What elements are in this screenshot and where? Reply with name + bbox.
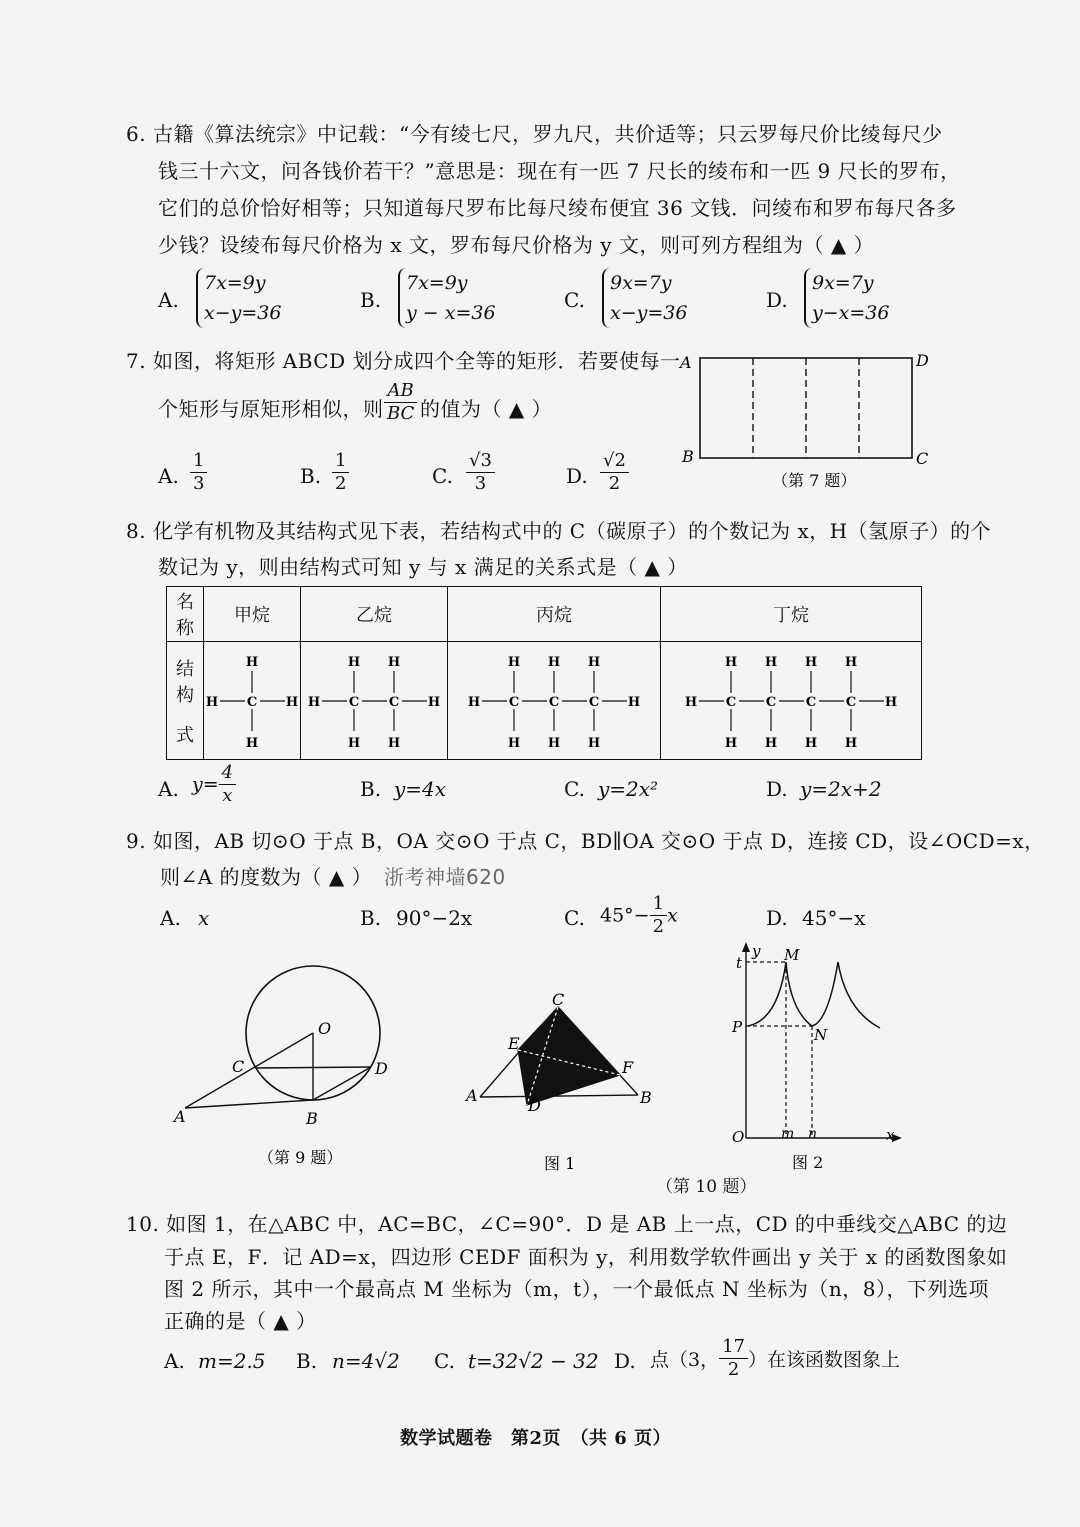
q10-fig1-caption: 图 1 xyxy=(544,1154,576,1173)
carbon-atom: C xyxy=(845,695,857,710)
hydrogen-atom: H xyxy=(804,655,818,670)
q9-circle-figure xyxy=(160,950,420,1170)
q7-c-den: 3 xyxy=(474,473,487,494)
q7-caption: （第 7 题） xyxy=(772,471,857,490)
q10-line-4: 正确的是（ ▲ ） xyxy=(164,1309,317,1333)
q6-option-d-label: D. xyxy=(766,288,788,312)
q10-option-a: m=2.5 xyxy=(198,1349,266,1373)
q7-ratio xyxy=(384,380,417,425)
q6-line-2: 钱三十六文，问各钱价若干？”意思是：现在有一匹 7 尺长的绫布和一匹 9 尺长的罗布， xyxy=(158,159,961,183)
q8-line-1: 8. 化学有机物及其结构式见下表，若结构式中的 C（碳原子）的个数记为 x，H（氢原子）的个 xyxy=(126,519,992,543)
q10-fig1-triangle xyxy=(460,985,660,1175)
hydrogen-atom: H xyxy=(347,655,361,670)
q6-line-1: 6. 古籍《算法统宗》中记载：“今有绫七尺，罗九尺，共价适等；只云罗每尺价比绫每尺少 xyxy=(126,122,943,146)
q10-option-b-label: B. xyxy=(296,1349,318,1373)
carbon-atom: C xyxy=(348,695,360,710)
q7-option-d-label: D. xyxy=(566,464,588,488)
q9-line-2: 则∠A 的度数为（ ▲ ） xyxy=(160,865,373,889)
q9-option-c xyxy=(600,893,678,938)
carbon-atom: C xyxy=(246,695,258,710)
q9-c-pre: 45°− xyxy=(600,904,650,927)
q7-a-num: 1 xyxy=(190,450,207,473)
carbon-atom: C xyxy=(388,695,400,710)
q7-line-2a: 个矩形与原矩形相似，则 xyxy=(158,397,384,421)
hydrogen-atom: H xyxy=(387,655,401,670)
q7-label-a: A xyxy=(680,353,692,372)
q7-option-c-label: C. xyxy=(432,464,453,488)
q9-c-num: 1 xyxy=(650,893,667,916)
carbon-atom: C xyxy=(765,695,777,710)
hydrogen-atom: H xyxy=(467,695,481,710)
q7-line-2b: 的值为（ ▲ ） xyxy=(420,397,553,421)
q10-fig2-label-p: P xyxy=(732,1018,743,1036)
q10-fig2-label-o: O xyxy=(732,1128,745,1146)
q8-option-b-label: B. xyxy=(360,777,382,801)
q9-line-1: 9. 如图，AB 切⊙O 于点 B，OA 交⊙O 于点 C，BD∥OA 交⊙O 于点 D，连接 CD，设∠OCD=x， xyxy=(126,829,1045,853)
carbon-atom: C xyxy=(725,695,737,710)
structure-butane xyxy=(662,643,920,753)
q6-option-b xyxy=(398,268,496,328)
hydrogen-atom: H xyxy=(347,736,361,751)
hydrogen-atom: H xyxy=(387,736,401,751)
hydrogen-atom: H xyxy=(804,736,818,751)
table-header-structure-a: 结构 xyxy=(176,658,194,706)
q8-option-b: y=4x xyxy=(394,777,447,801)
q6-option-a-label: A. xyxy=(158,288,179,312)
q9-c-post: x xyxy=(667,904,678,927)
q7-b-den: 2 xyxy=(335,473,347,494)
q10-option-b: n=4√2 xyxy=(332,1349,400,1373)
q10-fig1-label-f: F xyxy=(622,1058,634,1077)
hydrogen-atom: H xyxy=(547,736,561,751)
structure-methane xyxy=(205,643,299,753)
q10-fig2-label-n: n xyxy=(808,1126,818,1142)
q7-label-b: B xyxy=(682,447,694,466)
q7-line-1: 7. 如图，将矩形 ABCD 划分成四个全等的矩形．若要使每一 xyxy=(126,349,681,373)
q6-option-d xyxy=(804,268,889,328)
q10-line-2: 于点 E，F．记 AD=x，四边形 CEDF 面积为 y，利用数学软件画出 y 关于 x 的函数图象如 xyxy=(164,1245,1008,1269)
q8-option-a xyxy=(192,762,236,807)
q9-option-b-label: B. xyxy=(360,906,382,930)
q6-a-eq2: x−y=36 xyxy=(204,302,282,324)
carbon-atom: C xyxy=(588,695,600,710)
hydrogen-atom: H xyxy=(507,736,521,751)
q6-c-eq2: x−y=36 xyxy=(610,302,688,324)
hydrogen-atom: H xyxy=(547,655,561,670)
q10-d-post: ）在该函数图象上 xyxy=(748,1349,901,1371)
q10-fig2-label-x: x xyxy=(886,1126,895,1144)
q10-fig2-label-n-point: N xyxy=(814,1026,828,1044)
name-methane: 甲烷 xyxy=(204,587,301,642)
name-ethane: 乙烷 xyxy=(301,587,448,642)
q7-option-b xyxy=(332,450,349,495)
carbon-atom: C xyxy=(508,695,520,710)
q9-option-a-label: A. xyxy=(160,906,181,930)
q8-a-den: x xyxy=(222,785,233,806)
q10-fig1-label-b: B xyxy=(640,1088,652,1107)
hydrogen-atom: H xyxy=(764,736,778,751)
q6-b-eq2: y − x=36 xyxy=(406,302,496,324)
hydrogen-atom: H xyxy=(844,736,858,751)
q8-option-c: y=2x² xyxy=(598,777,659,801)
hydrogen-atom: H xyxy=(427,695,441,710)
q10-d-num: 17 xyxy=(719,1336,748,1359)
q9-label-d: D xyxy=(375,1059,388,1078)
hydrogen-atom: H xyxy=(307,695,321,710)
q9-label-o: O xyxy=(318,1019,332,1038)
hydrogen-atom: H xyxy=(884,695,898,710)
q10-d-pre: 点（3， xyxy=(650,1349,720,1371)
q6-a-eq1: 7x=9y xyxy=(204,272,266,294)
q10-option-d xyxy=(650,1336,900,1381)
q9-label-b: B xyxy=(306,1109,318,1128)
q8-option-d-label: D. xyxy=(766,777,788,801)
structure-propane xyxy=(449,643,659,753)
q8-option-d: y=2x+2 xyxy=(800,777,882,801)
carbon-atom: C xyxy=(805,695,817,710)
hydrogen-atom: H xyxy=(844,655,858,670)
q10-d-den: 2 xyxy=(727,1359,740,1380)
hydrogen-atom: H xyxy=(587,736,601,751)
hydrogen-atom: H xyxy=(764,655,778,670)
q7-option-c xyxy=(466,450,495,495)
q8-option-c-label: C. xyxy=(564,777,585,801)
name-propane: 丙烷 xyxy=(448,587,661,642)
q10-line-1: 10. 如图 1，在△ABC 中，AC=BC，∠C=90°．D 是 AB 上一点，CD 的中垂线交△ABC 的边 xyxy=(126,1212,1008,1236)
q7-c-num: √3 xyxy=(466,450,495,473)
q10-option-c-label: C. xyxy=(434,1349,455,1373)
q10-fig1-label-c: C xyxy=(552,990,565,1009)
q7-label-c: C xyxy=(916,449,929,468)
q6-option-c xyxy=(602,268,687,328)
q6-option-c-label: C. xyxy=(564,288,585,312)
q7-a-den: 3 xyxy=(193,473,205,494)
q10-fig2-graph xyxy=(728,940,908,1176)
hydrogen-atom: H xyxy=(245,736,259,751)
structure-ethane xyxy=(302,643,446,753)
q7-label-d: D xyxy=(916,351,929,370)
name-butane: 丁烷 xyxy=(661,587,922,642)
q9-c-den: 2 xyxy=(652,916,665,937)
q7-d-num: √2 xyxy=(600,450,629,473)
q10-fig2-label-m: m xyxy=(781,1126,795,1142)
q9-label-c: C xyxy=(232,1057,245,1076)
q7-option-b-label: B. xyxy=(300,464,322,488)
q8-a-num: 4 xyxy=(219,762,236,785)
q10-fig1-label-d: D xyxy=(528,1096,541,1115)
q8-line-2: 数记为 y，则由结构式可知 y 与 x 满足的关系式是（ ▲ ） xyxy=(158,555,688,579)
q10-fig2-label-t: t xyxy=(736,954,743,972)
q8-a-pre: y= xyxy=(192,773,219,796)
q6-c-eq1: 9x=7y xyxy=(610,272,672,294)
q10-option-c: t=32√2 − 32 xyxy=(468,1349,599,1373)
q6-d-eq2: y−x=36 xyxy=(812,302,890,324)
q6-d-eq1: 9x=7y xyxy=(812,272,874,294)
watermark-text: 浙考神墙620 xyxy=(384,865,506,889)
q9-option-b: 90°−2x xyxy=(396,906,473,930)
q6-line-3: 它们的总价恰好相等；只知道每尺罗布比每尺绫布便宜 36 文钱．问绫布和罗布每尺各多 xyxy=(158,196,957,220)
q7-ratio-den: BC xyxy=(387,403,415,424)
q10-option-d-label: D. xyxy=(614,1349,636,1373)
hydrogen-atom: H xyxy=(285,695,299,710)
q10-caption: （第 10 题） xyxy=(656,1177,757,1197)
q6-option-b-label: B. xyxy=(360,288,382,312)
q10-option-a-label: A. xyxy=(164,1349,185,1373)
q6-line-4: 少钱？设绫布每尺价格为 x 文，罗布每尺价格为 y 文，则可列方程组为（ ▲ ） xyxy=(158,233,875,257)
q9-label-a: A xyxy=(174,1107,186,1126)
q8-option-a-label: A. xyxy=(158,777,179,801)
hydrogen-atom: H xyxy=(684,695,698,710)
hydrogen-atom: H xyxy=(245,655,259,670)
q7-ratio-num: AB xyxy=(384,380,417,403)
q10-fig2-label-y: y xyxy=(752,942,761,960)
q7-rectangle-figure xyxy=(676,346,936,496)
q9-option-d-label: D. xyxy=(766,906,788,930)
q6-b-eq1: 7x=9y xyxy=(406,272,468,294)
q7-option-a xyxy=(190,450,207,495)
table-header-structure-b: 式 xyxy=(176,724,194,746)
hydrogen-atom: H xyxy=(724,655,738,670)
carbon-atom: C xyxy=(548,695,560,710)
chem-table xyxy=(166,586,922,760)
hydrogen-atom: H xyxy=(627,695,641,710)
q7-d-den: 2 xyxy=(608,473,621,494)
table-header-name: 名称 xyxy=(167,587,204,642)
q9-option-a: x xyxy=(198,906,210,930)
q7-b-num: 1 xyxy=(332,450,349,473)
q10-fig2-caption: 图 2 xyxy=(792,1153,824,1172)
q9-caption: （第 9 题） xyxy=(258,1148,343,1167)
q7-option-d xyxy=(600,450,629,495)
table-header-structure xyxy=(167,642,204,760)
hydrogen-atom: H xyxy=(724,736,738,751)
q10-fig1-label-e: E xyxy=(508,1034,520,1053)
q7-option-a-label: A. xyxy=(158,464,179,488)
q10-fig1-label-a: A xyxy=(466,1086,478,1105)
hydrogen-atom: H xyxy=(587,655,601,670)
q9-option-d: 45°−x xyxy=(802,906,866,930)
hydrogen-atom: H xyxy=(507,655,521,670)
q10-line-3: 图 2 所示，其中一个最高点 M 坐标为（m，t），一个最低点 N 坐标为（n，8），下列选项 xyxy=(164,1277,989,1301)
q6-option-a xyxy=(196,268,281,328)
hydrogen-atom: H xyxy=(205,695,219,710)
q9-option-c-label: C. xyxy=(564,906,585,930)
page-footer: 数学试题卷 第2页 （共 6 页） xyxy=(400,1428,672,1449)
q10-fig2-label-m-point: M xyxy=(784,946,800,964)
